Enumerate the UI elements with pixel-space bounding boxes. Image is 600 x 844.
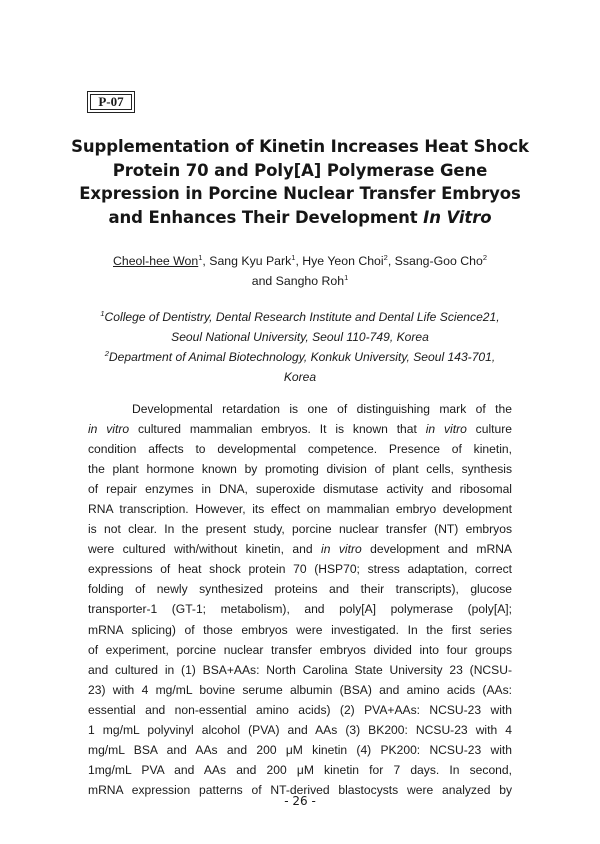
title-line-2: Protein 70 and Poly[A] Polymerase Gene	[112, 160, 488, 180]
abstract-line	[88, 539, 512, 559]
abstract-line	[88, 419, 512, 439]
abstract-line: the plant hormone known by promoting division of plant cells, synthesis	[88, 462, 512, 477]
abstract-line: mRNA splicing) of those embryos were investigated. In the first series	[88, 622, 512, 637]
abstract-line: RNA transcription. However, its effect on mammalian embryo development	[88, 502, 512, 517]
affiliations	[60, 307, 540, 387]
affiliation-mark: 2	[104, 349, 109, 358]
abstract-line: of experiment, porcine nuclear transfer embryos divided into four groups	[88, 642, 512, 657]
author: , Hye Yeon Choi	[295, 254, 384, 268]
affiliation-mark: 1	[100, 309, 105, 318]
title-line-1: Supplementation of Kinetin Increases Heat Shock	[71, 137, 529, 156]
abstract-text: cultured mammalian embryos. It is known that	[129, 422, 426, 437]
abstract-line: expressions of heat shock protein 70 (HSP70; stress adaptation, correct	[88, 562, 512, 577]
author-affil-mark: 2	[482, 253, 487, 262]
paper-title	[60, 135, 540, 229]
abstract-line: essential and non-essential amino acids) (2) PVA+AAs: NCSU-23 with	[88, 702, 512, 717]
abstract-text: culture	[466, 422, 512, 437]
affiliation-2-line-1	[60, 347, 540, 367]
affiliation-2-line-2: Korea	[283, 370, 317, 384]
abstract-line: and cultured in (1) BSA+AAs: North Carolina State University 23 (NCSU-	[88, 662, 512, 677]
author-affil-mark: 1	[344, 273, 349, 282]
abstract-body	[88, 399, 512, 800]
italic-term: in vitro	[321, 542, 362, 557]
italic-term: in vitro	[425, 422, 467, 437]
abstract-line: of repair enzymes in DNA, superoxide dismutase activity and ribosomal	[88, 482, 512, 497]
affiliation-text: Department of Animal Biotechnology, Konkuk University, Seoul 143-701,	[108, 350, 496, 364]
author: , Sang Kyu Park	[202, 254, 292, 268]
author-affil-mark: 1	[198, 253, 203, 262]
abstract-text: development and mRNA	[361, 542, 512, 557]
title-line-3: Expression in Porcine Nuclear Transfer Embryos	[79, 184, 521, 203]
page-number: - 26 -	[284, 794, 316, 808]
title-in-vitro: In Vitro	[423, 207, 492, 227]
author-line-2	[60, 271, 540, 291]
author-affil-mark: 2	[383, 253, 388, 262]
abstract-line: condition affects to developmental competence. Presence of kinetin,	[88, 442, 512, 457]
abstract-line: folding of newly synthesized proteins and their transcripts), glucose	[88, 582, 512, 597]
affiliation-text: College of Dentistry, Dental Research Institute and Dental Life Science21,	[104, 310, 500, 324]
abstract-line: is not clear. In the present study, porcine nuclear transfer (NT) embryos	[88, 522, 512, 537]
abstract-line: 1mg/mL PVA and AAs and 200 μM kinetin for 7 days. In second,	[88, 762, 512, 777]
author: , Ssang-Goo Cho	[387, 254, 483, 268]
affiliation-1-line-1	[60, 307, 540, 327]
abstract-line: mg/mL BSA and AAs and 200 μM kinetin (4) PK200: NCSU-23 with	[88, 742, 512, 757]
abstract-line: 23) with 4 mg/mL bovine serume albumin (BSA) and amino acids (AAs:	[88, 682, 512, 697]
abstract-line: transporter-1 (GT-1; metabolism), and poly[A] polymerase (poly[A];	[88, 602, 512, 617]
abstract-text: were cultured with/without kinetin, and	[88, 542, 322, 557]
abstract-line: 1 mg/mL polyvinyl alcohol (PVA) and AAs (3) BK200: NCSU-23 with 4	[88, 722, 512, 737]
presentation-code-box	[87, 91, 135, 113]
abstract-line: Developmental retardation is one of distinguishing mark of the	[132, 402, 512, 416]
author-affil-mark: 1	[291, 253, 296, 262]
author: and Sangho Roh	[251, 274, 345, 288]
presentation-code: P-07	[90, 94, 132, 110]
italic-term: in vitro	[88, 422, 130, 437]
abstract-line: mRNA expression patterns of NT-derived blastocysts were analyzed by	[88, 782, 512, 797]
author-line-1	[60, 251, 540, 271]
title-line-4	[60, 206, 540, 230]
author-presenter: Cheol-hee Won	[113, 254, 199, 268]
affiliation-1-line-2: Seoul National University, Seoul 110-749, Korea	[171, 330, 429, 344]
author-list	[60, 251, 540, 291]
title-line-4-main: and Enhances Their Development	[108, 207, 424, 227]
